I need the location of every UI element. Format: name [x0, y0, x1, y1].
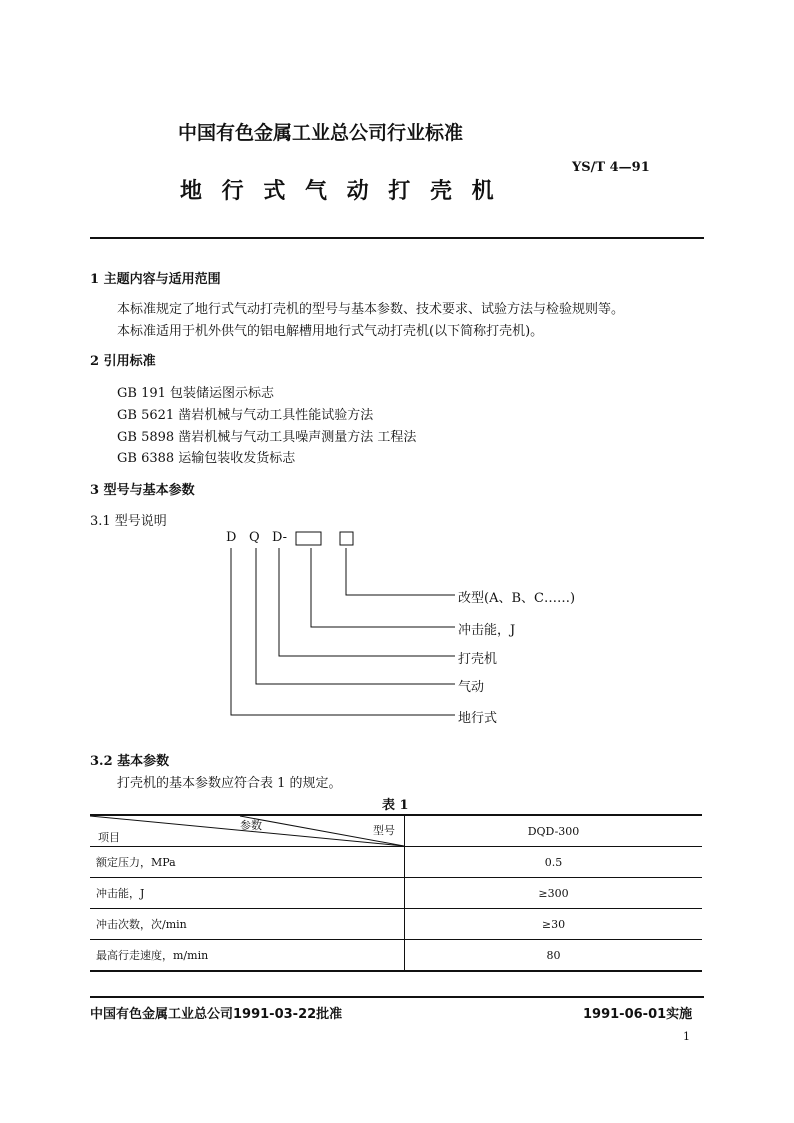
row-value: 0.5 — [544, 855, 563, 869]
table-row — [90, 940, 702, 972]
section-3-2-text: 打壳机的基本参数应符合表 1 的规定。 — [117, 776, 342, 791]
parameters-table — [90, 814, 702, 972]
label-ground-travelling: 地行式 — [458, 711, 498, 726]
section-1-para-1: 本标准规定了地行式气动打壳机的型号与基本参数、技术要求、试验方法与检验规则等。 — [117, 302, 625, 317]
label-modification: 改型(A、B、C……) — [458, 591, 576, 606]
table-caption: 表 1 — [382, 798, 409, 813]
row-value: ≥30 — [541, 917, 566, 931]
model-letter-d: D — [226, 530, 237, 545]
table-header-diagonal-cell — [90, 815, 405, 847]
section-3-heading: 3 型号与基本参数 — [90, 483, 195, 498]
approval-date: 中国有色金属工业总公司1991-03-22批准 — [90, 1007, 343, 1022]
model-letter-q: Q — [249, 530, 260, 545]
table-row — [90, 909, 702, 940]
section-2-heading: 2 引用标准 — [90, 354, 156, 369]
table-header-params: 参数 — [240, 819, 262, 832]
leader-shell-breaker — [279, 548, 455, 656]
label-impact-energy: 冲击能，J — [458, 623, 516, 638]
leader-pneumatic — [256, 548, 455, 684]
table-row — [90, 847, 702, 878]
row-value: 80 — [546, 948, 561, 962]
leader-modification — [346, 548, 455, 595]
label-shell-breaker: 打壳机 — [458, 652, 498, 667]
footer-rule — [90, 996, 704, 998]
model-letter-d-dash: D- — [272, 530, 288, 545]
document-title: 地 行 式 气 动 打 壳 机 — [180, 179, 500, 204]
section-3-1-heading: 3.1 型号说明 — [90, 514, 167, 529]
impact-energy-box — [296, 532, 321, 545]
section-1-para-2: 本标准适用于机外供气的铝电解槽用地行式气动打壳机(以下简称打壳机)。 — [117, 324, 544, 339]
reference-standard-4: GB 6388 运输包装收发货标志 — [117, 451, 296, 466]
table-header-model: 型号 — [373, 824, 395, 837]
modification-box — [340, 532, 353, 545]
label-pneumatic: 气动 — [458, 680, 485, 695]
org-standard-heading: 中国有色金属工业总公司行业标准 — [178, 122, 464, 144]
table-header-value: DQD-300 — [527, 824, 580, 838]
table-row — [90, 878, 702, 909]
leader-impact-energy — [311, 548, 455, 627]
table-header-item: 项目 — [98, 831, 120, 844]
reference-standard-2: GB 5621 凿岩机械与气动工具性能试验方法 — [117, 408, 374, 423]
row-name: 最高行走速度，m/min — [90, 940, 405, 972]
reference-standard-1: GB 191 包装储运图示标志 — [117, 386, 275, 401]
leader-ground-travelling — [231, 548, 455, 715]
row-value: ≥300 — [538, 886, 569, 900]
row-name: 额定压力，MPa — [90, 847, 405, 878]
row-name: 冲击次数，次/min — [90, 909, 405, 940]
section-1-heading: 1 主题内容与适用范围 — [90, 272, 221, 287]
standard-code: YS/T 4—91 — [572, 160, 650, 175]
table-header-row — [90, 815, 702, 847]
effective-date: 1991-06-01实施 — [583, 1007, 693, 1022]
section-3-2-heading: 3.2 基本参数 — [90, 754, 170, 769]
row-name: 冲击能，J — [90, 878, 405, 909]
page-number: 1 — [683, 1030, 690, 1043]
reference-standard-3: GB 5898 凿岩机械与气动工具噪声测量方法 工程法 — [117, 430, 417, 445]
